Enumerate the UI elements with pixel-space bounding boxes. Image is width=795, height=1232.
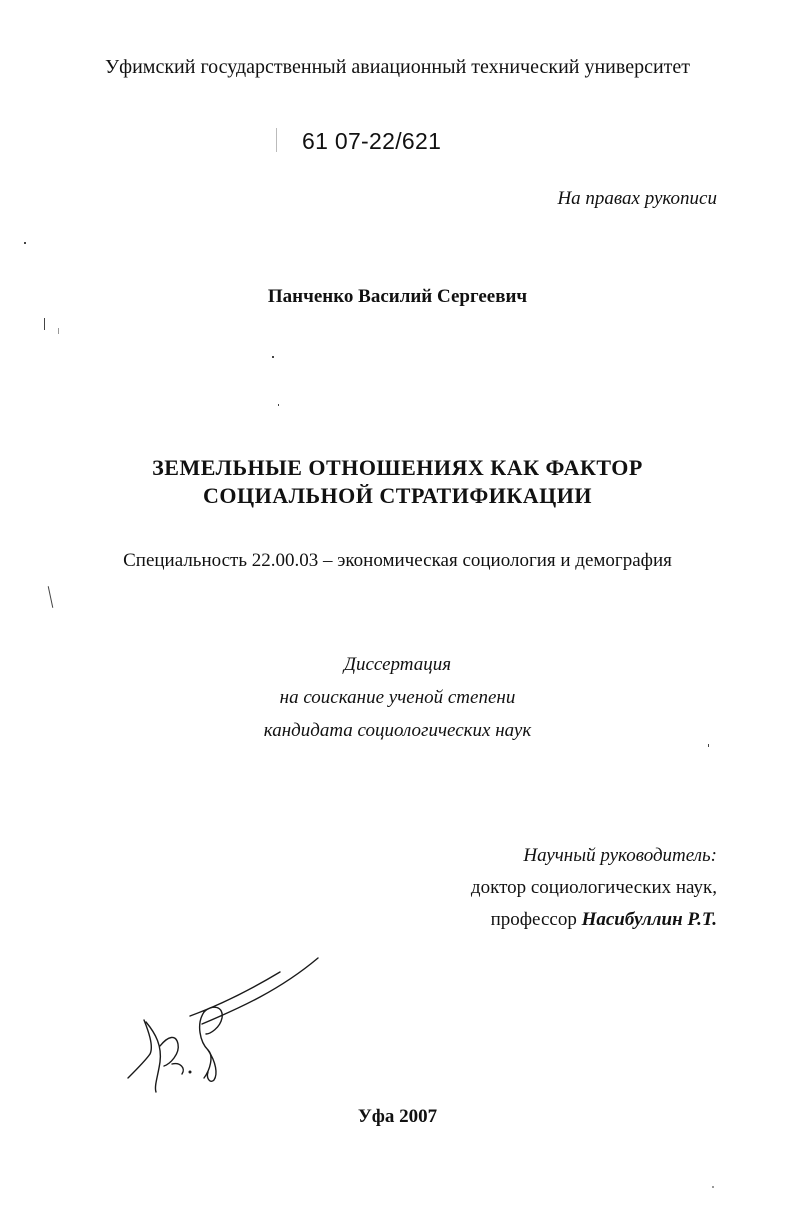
advisor-degree: доктор социологических наук, bbox=[470, 877, 717, 898]
manuscript-rights-note: На правах рукописи bbox=[557, 188, 717, 209]
scan-speck bbox=[58, 328, 59, 334]
city-year: Уфа 2007 bbox=[357, 1106, 438, 1127]
catalog-code: 61 07-22/621 bbox=[302, 128, 442, 154]
author-name: Панченко Василий Сергеевич bbox=[267, 286, 528, 307]
title-line-1: ЗЕМЕЛЬНЫЕ ОТНОШЕНИЯХ КАК ФАКТОР bbox=[152, 455, 643, 480]
thesis-description bbox=[0, 648, 795, 747]
advisor-heading: Научный руководитель: bbox=[523, 845, 717, 866]
handwritten-signature bbox=[120, 950, 340, 1100]
scan-speck bbox=[48, 586, 54, 608]
dissertation-title bbox=[0, 454, 795, 510]
specialty-line: Специальность 22.00.03 – экономическая социология и демография bbox=[123, 550, 672, 571]
advisor-title: профессор bbox=[490, 909, 577, 930]
university-name: Уфимский государственный авиационный технический университет bbox=[104, 56, 691, 78]
title-line-2: СОЦИАЛЬНОЙ СТРАТИФИКАЦИИ bbox=[203, 483, 592, 508]
advisor-title-line bbox=[471, 904, 717, 936]
scan-speck bbox=[276, 128, 277, 152]
scan-speck bbox=[24, 242, 26, 244]
scan-speck bbox=[44, 318, 45, 330]
scan-speck bbox=[272, 356, 274, 358]
scan-speck bbox=[278, 404, 279, 406]
scan-speck bbox=[708, 744, 709, 747]
thesis-line-3: кандидата социологических наук bbox=[263, 720, 532, 741]
scientific-advisor-block bbox=[471, 840, 717, 936]
thesis-line-2: на соискание ученой степени bbox=[279, 687, 516, 708]
thesis-line-1: Диссертация bbox=[343, 654, 452, 675]
advisor-name: Насибуллин Р.Т. bbox=[581, 909, 717, 930]
scan-speck bbox=[712, 1186, 714, 1188]
